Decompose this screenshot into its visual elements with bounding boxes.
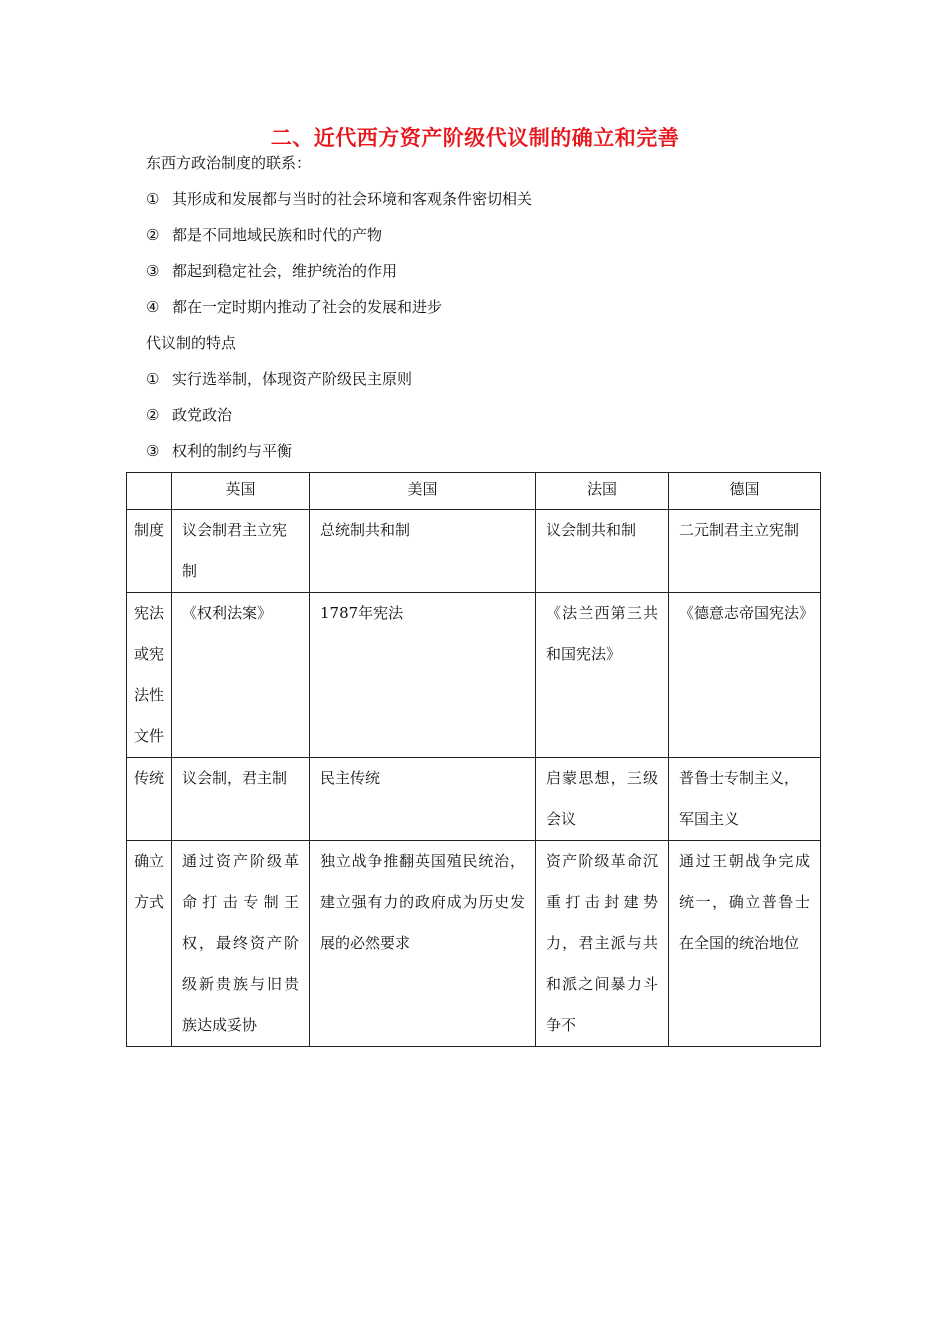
header-cell-usa: 美国: [310, 473, 536, 510]
list-item: [146, 260, 397, 281]
list-item: [146, 404, 232, 425]
list-item: [146, 188, 532, 209]
row-label: 传统: [127, 758, 172, 841]
table-cell: 民主传统: [310, 758, 536, 841]
list-item: [146, 296, 442, 317]
item-text: 实行选举制，体现资产阶级民主原则: [172, 370, 413, 388]
section1-heading: 东西方政治制度的联系：: [146, 154, 312, 172]
comparison-table: [126, 472, 821, 1047]
table-header-row: [127, 473, 821, 510]
list-item: [146, 368, 412, 389]
table-cell: 独立战争推翻英国殖民统治，建立强有力的政府成为历史发展的必然要求: [310, 841, 536, 1047]
item-number: ①: [146, 190, 160, 208]
item-number: ③: [146, 262, 160, 280]
row-label: 宪法或宪法性文件: [127, 593, 172, 758]
table-row: [127, 758, 821, 841]
page-title: 二、近代西方资产阶级代议制的确立和完善: [270, 125, 680, 150]
list-item: [146, 224, 382, 245]
table-cell: 二元制君主立宪制: [669, 510, 821, 593]
table-cell: 议会制共和制: [536, 510, 669, 593]
item-text: 都是不同地域民族和时代的产物: [172, 226, 383, 244]
row-label: 确立方式: [127, 841, 172, 1047]
table-cell: 1787年宪法: [310, 593, 536, 758]
table-cell: 议会制君主立宪制: [172, 510, 310, 593]
header-cell-france: 法国: [536, 473, 669, 510]
list-item: [146, 440, 292, 461]
table-cell: 总统制共和制: [310, 510, 536, 593]
table-cell: 资产阶级革命沉重打击封建势力，君主派与共和派之间暴力斗争不: [536, 841, 669, 1047]
table-cell: 通过资产阶级革命打击专制王权，最终资产阶级新贵族与旧贵族达成妥协: [172, 841, 310, 1047]
table-cell: 普鲁士专制主义，军国主义: [669, 758, 821, 841]
item-number: ①: [146, 370, 160, 388]
item-text: 都在一定时期内推动了社会的发展和进步: [172, 298, 443, 316]
row-label: 制度: [127, 510, 172, 593]
item-text: 权利的制约与平衡: [172, 442, 293, 460]
item-number: ③: [146, 442, 160, 460]
item-number: ④: [146, 298, 160, 316]
item-text: 政党政治: [172, 406, 233, 424]
item-text: 都起到稳定社会，维护统治的作用: [172, 262, 398, 280]
item-number: ②: [146, 226, 160, 244]
table-cell: 启蒙思想，三级会议: [536, 758, 669, 841]
table-cell: 通过王朝战争完成统一，确立普鲁士在全国的统治地位: [669, 841, 821, 1047]
table-row: [127, 510, 821, 593]
section2-heading: 代议制的特点: [146, 334, 237, 352]
table-cell: 《权利法案》: [172, 593, 310, 758]
table-cell: 《德意志帝国宪法》: [669, 593, 821, 758]
item-number: ②: [146, 406, 160, 424]
item-text: 其形成和发展都与当时的社会环境和客观条件密切相关: [172, 190, 533, 208]
table-row: [127, 841, 821, 1047]
table-cell: 《法兰西第三共和国宪法》: [536, 593, 669, 758]
header-cell-britain: 英国: [172, 473, 310, 510]
header-cell-germany: 德国: [669, 473, 821, 510]
header-cell-empty: [127, 473, 172, 510]
table-cell: 议会制，君主制: [172, 758, 310, 841]
table-row: [127, 593, 821, 758]
